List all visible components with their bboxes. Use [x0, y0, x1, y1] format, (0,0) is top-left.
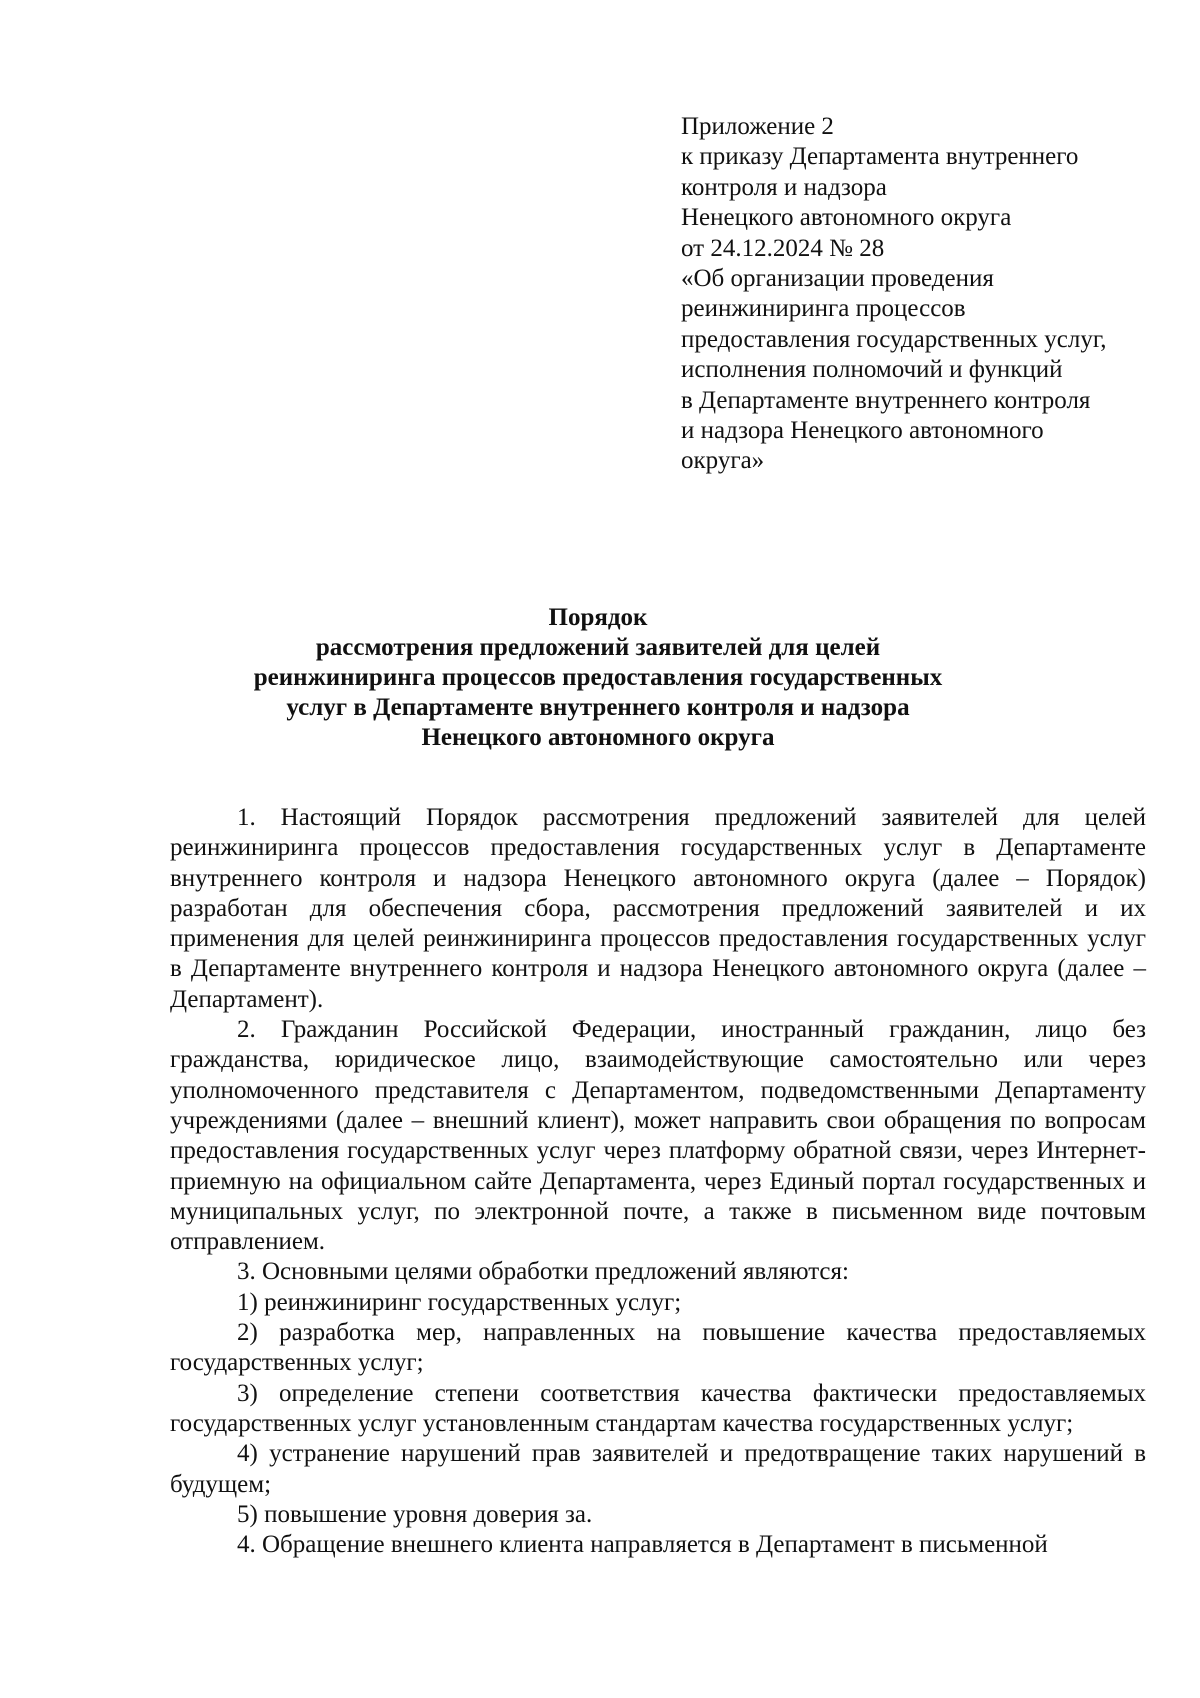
document-title: [160, 603, 1036, 753]
list-item-1: 1) реинжиниринг государственных услуг;: [237, 1288, 682, 1316]
list-item-4: 4) устранение нарушений прав заявителей и предотвращение таких нарушений в будущем;: [170, 1440, 1146, 1498]
paragraph-item-3: 3. Основными целями обработки предложений являются:: [237, 1258, 849, 1286]
appendix-line: округа»: [681, 447, 765, 475]
appendix-line: к приказу Департамента внутреннего: [681, 143, 1079, 171]
title-line: рассмотрения предложений заявителей для целей: [315, 634, 881, 661]
title-line: реинжиниринга процессов предоставления государственных: [253, 664, 943, 691]
appendix-line: Приложение 2: [681, 113, 834, 140]
paragraph-item-2: 2. Гражданин Российской Федерации, иностранный гражданин, лицо без гражданства, юридическое лицо, взаимодействующие самостоятельно или через уполномоченного представителя с Департаментом, подведомственными Департаменту учреждениями (далее – внешний клиент), может направить свои обращения по вопросам предоставления государственных услуг через платформу обратной связи, через Интернет-приемную на официальном сайте Департамента, через Единый портал государственных и муниципальных услуг, по электронной почте, а также в письменном виде почтовым отправлением.: [170, 1016, 1146, 1256]
paragraph-item-4: 4. Обращение внешнего клиента направляется в Департамент в письменной: [237, 1531, 1048, 1559]
appendix-line: исполнения полномочий и функций: [681, 356, 1063, 384]
appendix-line: «Об организации проведения: [681, 265, 994, 293]
paragraph-item-1: 1. Настоящий Порядок рассмотрения предложений заявителей для целей реинжиниринга процессов предоставления государственных услуг в Департаменте внутреннего контроля и надзора Ненецкого автономного округа (далее – Порядок) разработан для обеспечения сбора, рассмотрения предложений заявителей и их применения для целей реинжиниринга процессов предоставления государственных услуг в Департаменте внутреннего контроля и надзора Ненецкого автономного округа (далее – Департамент).: [170, 804, 1146, 1013]
title-line: Ненецкого автономного округа: [421, 724, 775, 751]
title-line: Порядок: [548, 604, 648, 631]
appendix-line: Ненецкого автономного округа: [681, 204, 1012, 232]
appendix-line: предоставления государственных услуг,: [681, 325, 1107, 353]
appendix-header: [681, 112, 1161, 477]
list-item-3: 3) определение степени соответствия качества фактически предоставляемых государственных услуг установленным стандартам качества государственных услуг;: [170, 1379, 1146, 1437]
appendix-line: от 24.12.2024 № 28: [681, 234, 885, 262]
appendix-line: реинжиниринга процессов: [681, 295, 966, 323]
appendix-line: и надзора Ненецкого автономного: [681, 417, 1044, 445]
list-item-2: 2) разработка мер, направленных на повышение качества предоставляемых государственных услуг;: [170, 1319, 1146, 1377]
title-line: услуг в Департаменте внутреннего контроля и надзора: [286, 694, 910, 721]
appendix-line: в Департаменте внутреннего контроля: [681, 386, 1091, 414]
document-body: [170, 803, 1146, 1560]
list-item-5: 5) повышение уровня доверия за.: [237, 1500, 593, 1528]
appendix-line: контроля и надзора: [681, 173, 887, 201]
